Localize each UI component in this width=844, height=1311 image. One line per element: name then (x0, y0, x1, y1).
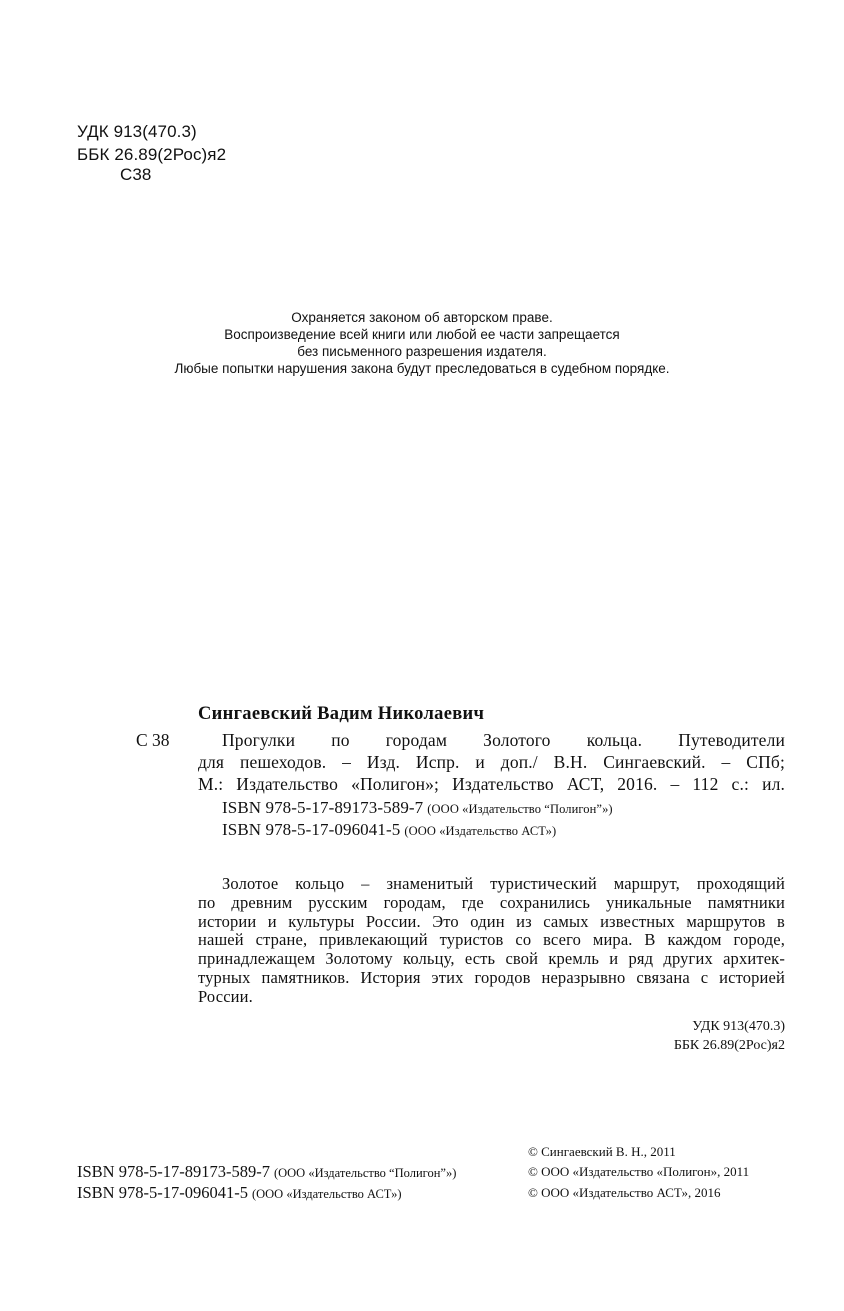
copyright-line: © ООО «Издательство АСТ», 2016 (528, 1185, 721, 1200)
header-bbk: ББК 26.89(2Рос)я2 (77, 145, 227, 164)
annotation-line: России. (198, 986, 253, 1006)
imprint-isbn-publisher: (ООО «Издательство “Полигон”») (273, 1166, 457, 1180)
annotation-line: истории и культуры России. Это один из самых известных маршрутов в (198, 911, 785, 931)
header-udk: УДК 913(470.3) (77, 122, 197, 141)
copyright-notice-line: без письменного разрешения издателя. (297, 344, 547, 359)
classification-bbk: ББК 26.89(2Рос)я2 (673, 1038, 785, 1053)
imprint-isbn-number: ISBN 978-5-17-89173-589-7 (77, 1162, 270, 1181)
annotation-line: Золотое кольцо – знаменитый туристический маршрут, проходящий (222, 874, 785, 893)
annotation (198, 875, 785, 1007)
annotation-line: турных памятников. История этих городов неразрывно связана с историей (198, 967, 785, 987)
header-author-mark: С38 (120, 165, 152, 184)
annotation-line: по древним русским городам, где сохранились уникальные памятники (198, 892, 785, 912)
copyright-line: © Сингаевский В. Н., 2011 (528, 1144, 676, 1159)
imprint-isbn-line (77, 1183, 402, 1204)
catalog-isbn-number: ISBN 978-5-17-89173-589-7 (222, 798, 424, 817)
imprint-isbn-number: ISBN 978-5-17-096041-5 (77, 1183, 248, 1202)
catalog-isbn-number: ISBN 978-5-17-096041-5 (222, 820, 401, 839)
copyright-notice (0, 309, 844, 377)
copyright-notice-line: Любые попытки нарушения закона будут преследоваться в судебном порядке. (174, 361, 670, 376)
copyright-notice-line: Охраняется законом об авторском праве. (291, 310, 553, 325)
annotation-line: нашей стране, привлекающий туристов со всего мира. В каждом городе, (198, 930, 785, 950)
catalog-description-line: для пешеходов. – Изд. Испр. и доп./ В.Н. Сингаевский. – СПб; (198, 752, 785, 772)
classification-udk: УДК 913(470.3) (692, 1019, 785, 1034)
annotation-line: принадлежащем Золотому кольцу, есть свой кремль и ряд других архитек- (198, 949, 785, 969)
copyright-line: © ООО «Издательство «Полигон», 2011 (528, 1164, 750, 1179)
catalog-isbn-line (222, 797, 613, 820)
catalog-author: Сингаевский Вадим Николаевич (198, 704, 485, 724)
catalog-description-line: М.: Издательство «Полигон»; Издательство АСТ, 2016. – 112 с.: ил. (198, 774, 785, 794)
catalog-isbn-line (222, 819, 556, 842)
catalog-author-mark: С 38 (136, 730, 170, 750)
catalog-isbn-publisher: (ООО «Издательство АСТ») (404, 824, 557, 838)
catalog-isbn-publisher: (ООО «Издательство “Полигон”») (427, 802, 613, 816)
copyright-notice-line: Воспроизведение всей книги или любой ее части запрещается (224, 327, 620, 342)
imprint-isbn-line (77, 1162, 456, 1183)
imprint-isbn-publisher: (ООО «Издательство АСТ») (251, 1187, 402, 1201)
catalog-description-line: Прогулки по городам Золотого кольца. Путеводители (222, 730, 785, 750)
